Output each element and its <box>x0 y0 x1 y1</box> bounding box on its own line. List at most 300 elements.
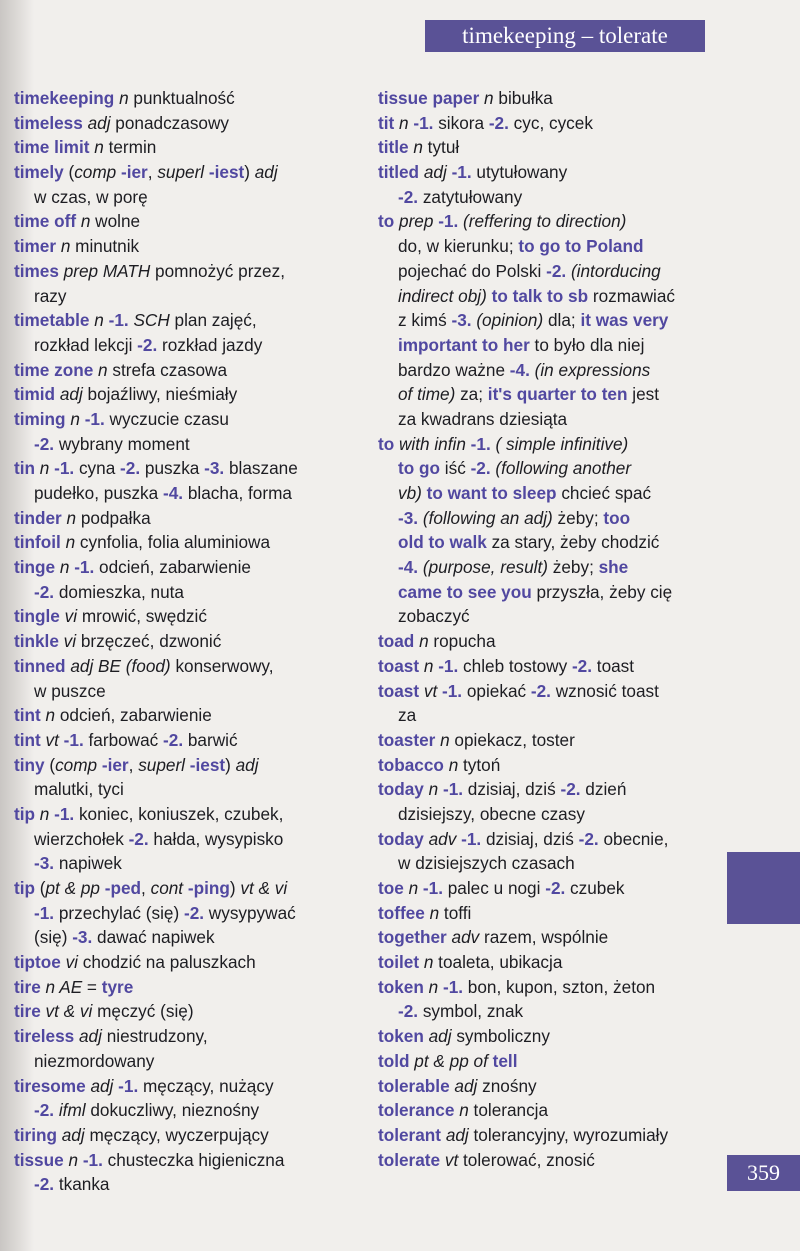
headword: toaster <box>378 729 436 750</box>
definition-text: wybrany moment <box>54 433 190 454</box>
headword: it's quarter to ten <box>487 384 628 405</box>
dictionary-entry <box>378 86 723 111</box>
definition-text: za <box>398 705 417 726</box>
definition-text: dzień <box>580 779 627 800</box>
headword: -ping <box>183 878 230 898</box>
entry-continuation-line <box>14 777 364 802</box>
headword: -ier <box>116 162 148 183</box>
headword: token <box>378 1026 424 1047</box>
definition-text: blaszane <box>224 458 298 479</box>
grammar-label: vi <box>63 631 77 652</box>
dictionary-entry <box>14 308 364 357</box>
entry-first-line <box>14 308 364 333</box>
entry-first-line <box>14 703 364 728</box>
entry-continuation-line <box>378 234 723 259</box>
headword: token <box>378 976 424 997</box>
headword: to go <box>398 458 440 479</box>
definition-text: domieszka, nuta <box>54 581 184 602</box>
headword: timetable <box>14 310 90 331</box>
headword: tint <box>14 729 41 750</box>
grammar-label: n <box>419 631 429 652</box>
entry-first-line <box>378 1049 723 1074</box>
definition-text: przyszła, żeby cię <box>531 581 673 602</box>
grammar-label: n <box>119 88 129 108</box>
sense-number: -2. <box>120 458 141 479</box>
definition-text: ) <box>229 878 241 898</box>
sense-number: -2. <box>137 334 158 355</box>
sense-number: -2. <box>34 1100 55 1121</box>
grammar-label: vt <box>423 680 438 701</box>
sense-number: -1. <box>63 729 84 750</box>
definition-text: ) <box>244 162 255 183</box>
sense-number: -2. <box>183 902 205 923</box>
headword: too <box>603 507 631 528</box>
headword: tint <box>14 705 41 726</box>
entry-continuation-line <box>378 703 723 728</box>
sense-number: -2. <box>398 1001 419 1022</box>
grammar-label: ifml <box>58 1100 86 1121</box>
entry-first-line <box>378 753 723 778</box>
sense-number: -3. <box>34 853 55 874</box>
definition-text: sikora <box>433 112 489 133</box>
entry-continuation-line <box>14 1098 364 1123</box>
dictionary-entry <box>378 753 723 778</box>
definition-text: w czas, w porę <box>34 186 148 207</box>
headword: -ped <box>99 878 142 898</box>
entry-first-line <box>14 86 364 111</box>
definition-text: podpałka <box>76 507 151 528</box>
dictionary-entry <box>14 555 364 604</box>
grammar-label: with infin <box>399 433 466 454</box>
dictionary-entry <box>14 407 364 456</box>
dictionary-entry <box>14 111 364 136</box>
headword: title <box>378 137 409 158</box>
sense-number: -1. <box>438 655 459 676</box>
grammar-label: n <box>484 88 494 108</box>
entry-first-line <box>14 456 364 481</box>
sense-number: -2. <box>34 1174 55 1195</box>
headword: tolerance <box>378 1100 455 1121</box>
headword: told <box>378 1050 410 1071</box>
headword: titled <box>378 162 420 183</box>
dictionary-entry <box>378 679 723 728</box>
definition-text: dawać napiwek <box>92 927 215 948</box>
grammar-label: n <box>39 803 50 824</box>
definition-text: , <box>128 754 139 775</box>
entry-continuation-line <box>378 456 723 481</box>
dictionary-entry <box>14 259 364 308</box>
headword: tell <box>492 1050 518 1071</box>
definition-text: dzisiejszy, obecne czasy <box>398 803 585 824</box>
definition-text: ( <box>35 878 46 898</box>
sense-number: -2. <box>545 878 566 898</box>
entry-continuation-line <box>378 382 723 407</box>
grammar-label: adj <box>59 384 83 405</box>
definition-text: czubek <box>565 878 625 898</box>
entry-continuation-line <box>14 679 364 704</box>
dictionary-entry <box>378 432 723 630</box>
headword: toilet <box>378 952 420 973</box>
dictionary-entry <box>14 1024 364 1073</box>
entry-continuation-line <box>14 333 364 358</box>
sense-number: -2. <box>163 729 184 750</box>
entry-first-line <box>14 802 364 827</box>
grammar-label: (intorducing <box>570 260 661 281</box>
headword: came to see you <box>398 581 532 602</box>
definition-text: za; <box>455 384 488 405</box>
headword: tip <box>14 803 35 824</box>
grammar-label: superl <box>138 754 185 775</box>
definition-text: blacha, forma <box>183 483 292 503</box>
entry-first-line <box>378 654 723 679</box>
headword: -iest <box>185 754 226 775</box>
definition-text: farbować <box>83 729 164 750</box>
grammar-label: cont <box>150 878 184 898</box>
entry-first-line <box>378 777 723 802</box>
grammar-label: n <box>60 236 71 257</box>
definition-text: cyc, cycek <box>508 112 593 133</box>
sense-number: -1. <box>82 1149 103 1170</box>
entry-first-line <box>14 975 364 1000</box>
entry-first-line <box>378 901 723 926</box>
sense-number: -3. <box>72 927 93 948</box>
definition-text: żeby; <box>552 507 604 528</box>
entry-first-line <box>14 382 364 407</box>
dictionary-entry <box>378 629 723 654</box>
sense-number: -2. <box>34 433 55 454</box>
definition-text: termin <box>103 137 157 158</box>
definition-text: cynfolia, folia aluminiowa <box>75 532 271 553</box>
grammar-label: n AE <box>45 976 83 997</box>
definition-text: męczący, wyczerpujący <box>84 1124 269 1145</box>
dictionary-entry <box>14 802 364 876</box>
sense-number: -1. <box>442 680 463 701</box>
definition-text: niezmordowany <box>34 1050 155 1071</box>
entry-continuation-line <box>378 308 723 333</box>
grammar-label: n <box>429 902 440 923</box>
headword: to talk to sb <box>491 285 589 306</box>
sense-number: -2. <box>560 779 581 800</box>
entry-continuation-line <box>378 481 723 506</box>
definition-text: odcień, zabarwienie <box>55 705 212 726</box>
entry-first-line <box>378 1024 723 1049</box>
entry-continuation-line <box>14 481 364 506</box>
grammar-label: adj <box>445 1124 469 1145</box>
definition-text: toast <box>592 655 635 676</box>
entry-continuation-line <box>378 284 723 309</box>
grammar-label: adj <box>235 754 259 775</box>
left-column <box>14 86 364 1197</box>
definition-text: jest <box>627 384 660 405</box>
entry-first-line <box>378 1123 723 1148</box>
definition-text: męczący, nużący <box>138 1075 274 1096</box>
headword: time zone <box>14 359 94 380</box>
entry-first-line <box>14 604 364 629</box>
entry-continuation-line <box>14 925 364 950</box>
headword: tolerable <box>378 1075 450 1096</box>
definition-text: wolne <box>90 211 141 232</box>
headword: she <box>598 557 629 578</box>
definition-text: męczyć (się) <box>92 1001 194 1022</box>
headword: timeless <box>14 112 83 133</box>
grammar-label: of time) <box>398 384 456 405</box>
dictionary-entry <box>14 1123 364 1148</box>
definition-text: brzęczeć, dzwonić <box>76 631 222 652</box>
grammar-label: (following an adj) <box>422 507 553 528</box>
entry-continuation-line <box>378 580 723 605</box>
definition-text: bon, kupon, szton, żeton <box>463 976 656 997</box>
definition-text: bibułka <box>493 88 553 108</box>
definition-text: cyna <box>74 458 121 479</box>
headword: important to her <box>398 334 530 355</box>
entry-continuation-line <box>14 901 364 926</box>
definition-text: razy <box>34 285 67 306</box>
entry-continuation-line <box>14 580 364 605</box>
headword: tyre <box>101 976 134 997</box>
grammar-label: (opinion) <box>476 310 544 331</box>
definition-text: tolerancyjny, wyrozumiały <box>468 1124 669 1145</box>
entry-first-line <box>378 86 723 111</box>
dictionary-entry <box>14 975 364 1000</box>
dictionary-entry <box>378 111 723 136</box>
definition-text: niestrudzony, <box>101 1026 208 1047</box>
definition-text: przechylać (się) <box>54 902 184 923</box>
sense-number: -2. <box>530 680 551 701</box>
sense-number: -2. <box>578 828 599 849</box>
headword: today <box>378 779 424 800</box>
definition-text: symbol, znak <box>418 1001 524 1022</box>
headword: toast <box>378 655 420 676</box>
definition-text: do, w kierunku; <box>398 236 519 257</box>
grammar-label: n <box>59 557 70 578</box>
headword: tire <box>14 976 41 997</box>
definition-text: utytułowany <box>471 162 568 183</box>
definition-text: , <box>147 162 158 183</box>
definition-text: malutki, tyci <box>34 779 124 800</box>
dictionary-entry <box>378 1098 723 1123</box>
headword: -ier <box>97 754 129 775</box>
headword: tip <box>14 878 35 898</box>
sense-number: -2. <box>546 260 567 281</box>
dictionary-entry <box>378 876 723 901</box>
grammar-label: adj <box>87 112 111 133</box>
grammar-label: n <box>440 729 450 750</box>
right-column <box>378 86 723 1172</box>
grammar-label: n <box>423 655 434 676</box>
entry-continuation-line <box>378 555 723 580</box>
definition-text: ( <box>63 162 75 183</box>
grammar-label: n <box>459 1100 469 1121</box>
grammar-label: n <box>428 779 439 800</box>
entry-continuation-line <box>14 851 364 876</box>
grammar-label: prep MATH <box>63 260 151 281</box>
sense-number: -2. <box>128 828 149 849</box>
sense-number: -1. <box>413 112 434 133</box>
definition-text: rozkład jazdy <box>157 334 263 355</box>
entry-first-line <box>14 753 364 778</box>
dictionary-entry <box>14 629 364 654</box>
headword: tin <box>14 458 35 479</box>
definition-text: wierzchołek <box>34 828 129 849</box>
entry-first-line <box>378 975 723 1000</box>
definition-text: tolerować, znosić <box>458 1149 595 1170</box>
dictionary-entry <box>14 209 364 234</box>
dictionary-entry <box>14 876 364 950</box>
sense-number: -1. <box>54 803 75 824</box>
entry-continuation-line <box>14 284 364 309</box>
dictionary-entry <box>378 160 723 209</box>
dictionary-entry <box>14 160 364 209</box>
grammar-label: n <box>94 137 104 158</box>
entry-continuation-line <box>378 604 723 629</box>
thumb-index-tab <box>727 852 800 924</box>
grammar-label: SCH <box>133 310 170 331</box>
headword: tinkle <box>14 631 59 652</box>
entry-first-line <box>378 1148 723 1173</box>
grammar-label: n <box>413 137 423 158</box>
dictionary-entry <box>378 209 723 431</box>
grammar-label: adj BE (food) <box>70 655 171 676</box>
running-header: timekeeping – tolerate <box>425 20 705 52</box>
headword: tissue paper <box>378 88 480 108</box>
entry-first-line <box>14 950 364 975</box>
definition-text: odcień, zabarwienie <box>94 557 251 578</box>
entry-continuation-line <box>378 259 723 284</box>
definition-text: chodzić na paluszkach <box>77 952 256 973</box>
entry-continuation-line <box>378 358 723 383</box>
grammar-label: n <box>98 359 108 380</box>
grammar-label: n <box>66 507 77 528</box>
grammar-label: pt & pp <box>45 878 100 898</box>
definition-text: rozkład lekcji <box>34 334 138 355</box>
entry-first-line <box>378 925 723 950</box>
grammar-label: n <box>80 211 91 232</box>
entry-first-line <box>378 629 723 654</box>
sense-number: -1. <box>108 310 129 331</box>
definition-text: pojechać do Polski <box>398 260 547 281</box>
grammar-label: adv <box>451 927 480 948</box>
headword: timer <box>14 236 57 257</box>
sense-number: -2. <box>470 458 491 479</box>
grammar-label: adj <box>90 1075 114 1096</box>
grammar-label: ( simple infinitive) <box>495 433 629 454</box>
definition-text: punktualność <box>128 88 235 108</box>
headword: to want to sleep <box>426 483 557 503</box>
headword: tinder <box>14 507 62 528</box>
dictionary-entry <box>14 604 364 629</box>
dictionary-entry <box>378 1148 723 1173</box>
headword: timekeeping <box>14 88 115 108</box>
definition-text: ( <box>44 754 56 775</box>
grammar-label: (following another <box>495 458 632 479</box>
headword: tolerate <box>378 1149 441 1170</box>
headword: it was very <box>580 310 669 331</box>
grammar-label: n <box>70 408 80 429</box>
entry-first-line <box>14 234 364 259</box>
grammar-label: adj <box>428 1026 452 1047</box>
definition-text: strefa czasowa <box>107 359 228 380</box>
headword: tiresome <box>14 1075 86 1096</box>
definition-text: bojaźliwy, nieśmiały <box>82 384 238 405</box>
definition-text: w puszce <box>34 680 106 701</box>
headword: tiny <box>14 754 45 775</box>
grammar-label: adj <box>423 162 447 183</box>
definition-text: dzisiaj, dziś <box>481 828 579 849</box>
definition-text: tolerancja <box>468 1100 549 1121</box>
dictionary-entry <box>378 975 723 1024</box>
dictionary-entry <box>14 1148 364 1197</box>
dictionary-entry <box>14 1074 364 1123</box>
grammar-label: (reffering to direction) <box>463 211 627 232</box>
headword: tingle <box>14 606 60 627</box>
entry-first-line <box>14 530 364 555</box>
definition-text: napiwek <box>54 853 122 874</box>
dictionary-entry <box>378 901 723 926</box>
headword: tinfoil <box>14 532 61 553</box>
headword: toffee <box>378 902 425 923</box>
headword: to <box>378 433 395 454</box>
dictionary-entry <box>14 234 364 259</box>
grammar-label: adj <box>78 1026 102 1047</box>
dictionary-entry <box>14 135 364 160</box>
dictionary-entry <box>378 1123 723 1148</box>
definition-text: pomnożyć przez, <box>150 260 285 281</box>
definition-text: toffi <box>439 902 472 923</box>
dictionary-entry <box>378 654 723 679</box>
definition-text: razem, wspólnie <box>479 927 609 948</box>
sense-number: -3. <box>398 507 419 528</box>
entry-continuation-line <box>14 432 364 457</box>
definition-text: toaleta, ubikacja <box>433 952 563 973</box>
dictionary-entry <box>14 456 364 505</box>
entry-continuation-line <box>378 506 723 531</box>
headword: tire <box>14 1001 41 1022</box>
definition-text: w dzisiejszych czasach <box>398 853 575 874</box>
entry-first-line <box>378 111 723 136</box>
entry-first-line <box>378 827 723 852</box>
definition-text: obecnie, <box>598 828 669 849</box>
definition-text: tytuł <box>422 137 460 158</box>
grammar-label: vt & vi <box>240 878 288 898</box>
definition-text: wyczucie czasu <box>104 408 229 429</box>
definition-text: dokuczliwy, nieznośny <box>85 1100 260 1121</box>
entry-first-line <box>378 728 723 753</box>
sense-number: -2. <box>571 655 593 676</box>
entry-continuation-line <box>14 1172 364 1197</box>
entry-first-line <box>14 358 364 383</box>
headword: old to walk <box>398 532 487 553</box>
grammar-label: n <box>423 952 434 973</box>
headword: toe <box>378 878 404 898</box>
entry-first-line <box>378 160 723 185</box>
headword: tobacco <box>378 754 444 775</box>
definition-text: barwić <box>183 729 238 750</box>
headword: timid <box>14 384 56 405</box>
entry-first-line <box>14 555 364 580</box>
grammar-label: vi <box>65 952 78 973</box>
sense-number: -1. <box>442 779 464 800</box>
definition-text: ) <box>225 754 236 775</box>
definition-text: minutnik <box>70 236 140 257</box>
grammar-label: pt & pp of <box>414 1050 488 1071</box>
grammar-label: superl <box>157 162 205 183</box>
entry-first-line <box>14 999 364 1024</box>
headword: timely <box>14 162 64 183</box>
dictionary-entry <box>378 925 723 950</box>
entry-first-line <box>14 259 364 284</box>
sense-number: -1. <box>442 976 464 997</box>
headword: time limit <box>14 137 90 158</box>
